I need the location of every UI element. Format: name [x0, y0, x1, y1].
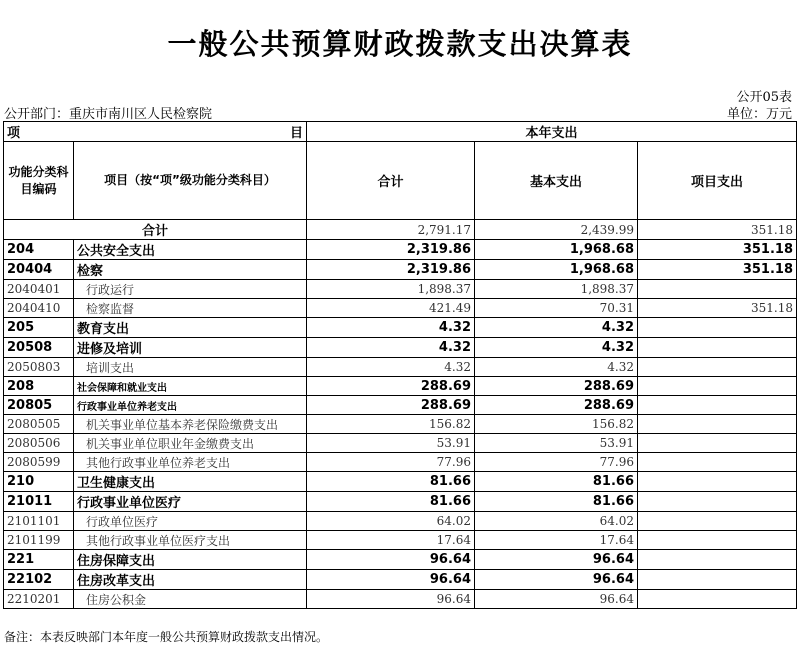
row-name: 其他行政事业单位医疗支出 [74, 531, 307, 550]
row-project: 351.18 [638, 240, 797, 260]
header-total: 合计 [307, 142, 475, 220]
row-project [638, 280, 797, 299]
row-name: 行政事业单位养老支出 [74, 396, 307, 415]
table-row [4, 512, 797, 531]
row-total: 4.32 [307, 318, 475, 338]
table-row [4, 492, 797, 512]
row-name: 其他行政事业单位养老支出 [74, 453, 307, 472]
row-project [638, 358, 797, 377]
row-project [638, 318, 797, 338]
row-basic: 288.69 [475, 396, 638, 415]
row-total: 4.32 [307, 338, 475, 358]
table-row [4, 396, 797, 415]
row-basic: 17.64 [475, 531, 638, 550]
table-row [4, 260, 797, 280]
row-project [638, 415, 797, 434]
row-total: 4.32 [307, 358, 475, 377]
row-project [638, 396, 797, 415]
header-item: 项目（按“项”级功能分类科目） [74, 142, 307, 220]
footnote: 备注：本表反映部门本年度一般公共预算财政拨款支出情况。 [4, 630, 329, 644]
row-code: 2080505 [4, 415, 74, 434]
table-row [4, 550, 797, 570]
header-mu: 目 [289, 126, 303, 141]
row-total: 288.69 [307, 396, 475, 415]
table-row [4, 240, 797, 260]
table-body [4, 220, 797, 609]
table-row [4, 415, 797, 434]
row-project: 351.18 [638, 299, 797, 318]
row-name: 卫生健康支出 [74, 472, 307, 492]
row-total: 2,319.86 [307, 260, 475, 280]
row-total: 421.49 [307, 299, 475, 318]
row-basic: 81.66 [475, 492, 638, 512]
row-name: 行政单位医疗 [74, 512, 307, 531]
header-xiang-mu [4, 122, 307, 142]
row-name: 检察监督 [74, 299, 307, 318]
row-project [638, 531, 797, 550]
row-code: 208 [4, 377, 74, 396]
row-code: 221 [4, 550, 74, 570]
row-project [638, 570, 797, 590]
row-name: 住房保障支出 [74, 550, 307, 570]
row-code: 22102 [4, 570, 74, 590]
header-basic: 基本支出 [475, 142, 638, 220]
row-code: 20508 [4, 338, 74, 358]
header-current-year: 本年支出 [307, 122, 797, 142]
row-code: 2101101 [4, 512, 74, 531]
row-basic: 64.02 [475, 512, 638, 531]
row-total: 81.66 [307, 472, 475, 492]
row-name: 住房改革支出 [74, 570, 307, 590]
row-total: 2,319.86 [307, 240, 475, 260]
row-basic: 1,968.68 [475, 260, 638, 280]
form-number: 公开05表 [736, 90, 792, 105]
total-label: 合计 [4, 220, 307, 240]
row-basic: 96.64 [475, 550, 638, 570]
row-basic: 96.64 [475, 590, 638, 609]
row-basic: 53.91 [475, 434, 638, 453]
row-project [638, 512, 797, 531]
row-project: 351.18 [638, 260, 797, 280]
row-name: 机关事业单位职业年金缴费支出 [74, 434, 307, 453]
row-code: 21011 [4, 492, 74, 512]
row-code: 2080506 [4, 434, 74, 453]
row-total: 17.64 [307, 531, 475, 550]
row-code: 2040401 [4, 280, 74, 299]
table-row [4, 280, 797, 299]
table-row [4, 570, 797, 590]
row-project [638, 492, 797, 512]
row-name: 进修及培训 [74, 338, 307, 358]
row-code: 2101199 [4, 531, 74, 550]
row-name: 机关事业单位基本养老保险缴费支出 [74, 415, 307, 434]
row-total: 96.64 [307, 550, 475, 570]
department-label: 公开部门：重庆市南川区人民检察院 [4, 107, 213, 122]
row-code: 205 [4, 318, 74, 338]
row-name: 检察 [74, 260, 307, 280]
total-basic: 2,439.99 [475, 220, 638, 240]
row-basic: 156.82 [475, 415, 638, 434]
row-basic: 4.32 [475, 338, 638, 358]
row-code: 2210201 [4, 590, 74, 609]
row-project [638, 377, 797, 396]
row-basic: 288.69 [475, 377, 638, 396]
row-basic: 4.32 [475, 358, 638, 377]
table-row [4, 472, 797, 492]
row-total: 53.91 [307, 434, 475, 453]
row-total: 77.96 [307, 453, 475, 472]
row-code: 204 [4, 240, 74, 260]
table-row [4, 358, 797, 377]
row-project [638, 434, 797, 453]
total-row [4, 220, 797, 240]
row-total: 1,898.37 [307, 280, 475, 299]
table-row [4, 377, 797, 396]
row-total: 96.64 [307, 590, 475, 609]
row-project [638, 472, 797, 492]
row-code: 2040410 [4, 299, 74, 318]
row-basic: 81.66 [475, 472, 638, 492]
row-name: 行政事业单位医疗 [74, 492, 307, 512]
row-basic: 1,898.37 [475, 280, 638, 299]
row-basic: 70.31 [475, 299, 638, 318]
table-row [4, 318, 797, 338]
row-total: 96.64 [307, 570, 475, 590]
row-basic: 4.32 [475, 318, 638, 338]
table-row [4, 453, 797, 472]
header-code: 功能分类科目编码 [4, 142, 74, 220]
row-name: 公共安全支出 [74, 240, 307, 260]
row-project [638, 550, 797, 570]
header-project: 项目支出 [638, 142, 797, 220]
page-title: 一般公共预算财政拨款支出决算表 [167, 27, 633, 61]
row-name: 社会保障和就业支出 [74, 377, 307, 396]
row-total: 288.69 [307, 377, 475, 396]
unit-label: 单位：万元 [726, 107, 792, 122]
row-code: 20404 [4, 260, 74, 280]
row-basic: 96.64 [475, 570, 638, 590]
header-xiang: 项 [7, 126, 21, 141]
row-name: 教育支出 [74, 318, 307, 338]
row-total: 64.02 [307, 512, 475, 531]
table-row [4, 338, 797, 358]
row-name: 住房公积金 [74, 590, 307, 609]
table-row [4, 531, 797, 550]
row-name: 行政运行 [74, 280, 307, 299]
row-project [638, 453, 797, 472]
table-row [4, 434, 797, 453]
row-project [638, 590, 797, 609]
row-code: 20805 [4, 396, 74, 415]
row-project [638, 338, 797, 358]
row-code: 2080599 [4, 453, 74, 472]
table-row [4, 299, 797, 318]
row-total: 81.66 [307, 492, 475, 512]
table-row [4, 590, 797, 609]
total-project: 351.18 [638, 220, 797, 240]
expenditure-table [3, 121, 797, 609]
row-basic: 1,968.68 [475, 240, 638, 260]
row-total: 156.82 [307, 415, 475, 434]
total-total: 2,791.17 [307, 220, 475, 240]
row-code: 210 [4, 472, 74, 492]
row-code: 2050803 [4, 358, 74, 377]
row-name: 培训支出 [74, 358, 307, 377]
row-basic: 77.96 [475, 453, 638, 472]
